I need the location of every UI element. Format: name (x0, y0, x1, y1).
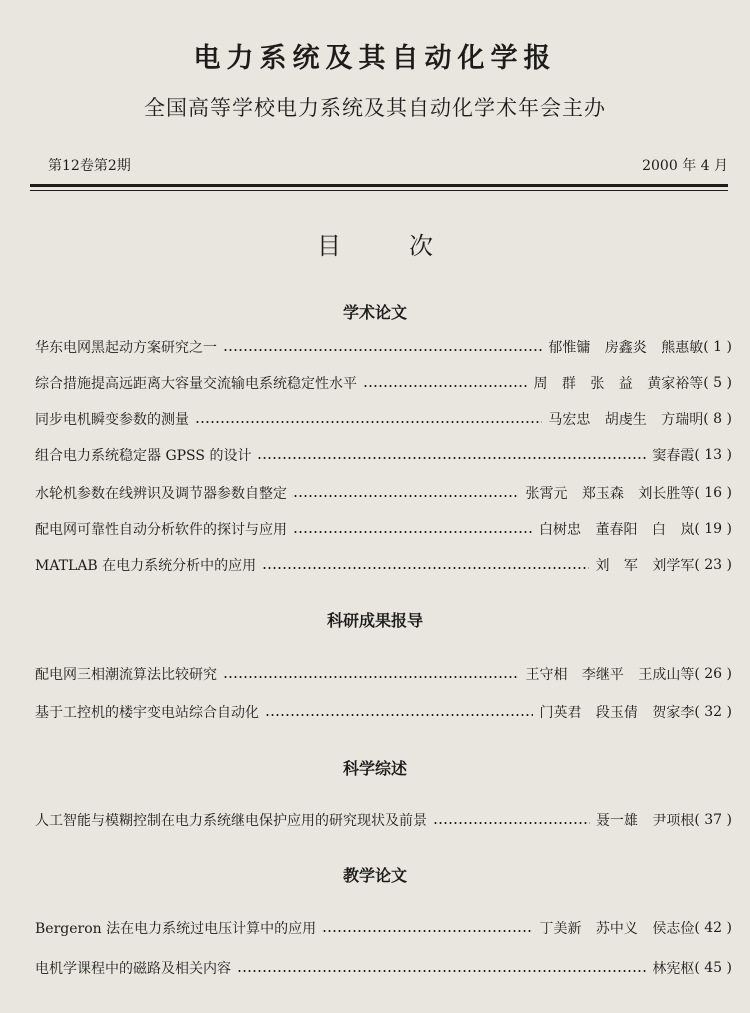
leader-dots (322, 930, 533, 932)
toc-entry[interactable] (35, 809, 732, 831)
entry-title: 配电网可靠性自动分析软件的探讨与应用 (35, 522, 287, 538)
entry-page: ( 23 ) (694, 557, 732, 573)
entry-authors: 郁惟镛 房鑫炎 熊惠敏 (548, 340, 704, 356)
entry-title: MATLAB 在电力系统分析中的应用 (35, 558, 257, 574)
entry-title: 电机学课程中的磁路及相关内容 (35, 961, 231, 977)
toc-entry[interactable] (35, 444, 732, 466)
entry-page: ( 16 ) (694, 485, 732, 501)
entry-authors: 张霄元 郑玉森 刘长胜等 (525, 486, 695, 502)
entry-authors: 王守相 李继平 王成山等 (525, 667, 695, 683)
entry-page: ( 37 ) (694, 812, 732, 828)
leader-dots (433, 822, 590, 824)
header-divider-thick (30, 184, 728, 187)
entry-page: ( 13 ) (694, 447, 732, 463)
toc-entry[interactable] (35, 957, 732, 979)
header-divider-thin (30, 190, 728, 191)
entry-authors: 周 群 张 益 黄家裕等 (533, 376, 704, 392)
entry-title: 华东电网黑起动方案研究之一 (35, 340, 217, 356)
toc-entry[interactable] (35, 701, 732, 723)
toc-entry[interactable] (35, 917, 732, 939)
leader-dots (363, 385, 527, 387)
toc-entry[interactable] (35, 663, 732, 685)
entry-authors: 聂一雄 尹项根 (595, 813, 695, 829)
leader-dots (223, 349, 542, 351)
entry-page: ( 8 ) (703, 411, 732, 427)
entry-authors: 门英君 段玉倩 贺家李 (539, 705, 695, 721)
leader-dots (293, 531, 533, 533)
section-title: 教学论文 (342, 866, 407, 885)
leader-dots (195, 421, 542, 423)
toc-entry[interactable] (35, 554, 732, 576)
toc-heading: 目 次 (317, 232, 433, 260)
leader-dots (265, 714, 533, 716)
entry-page: ( 19 ) (694, 521, 732, 537)
entry-authors: 白树忠 董春阳 白 岚 (539, 522, 695, 538)
section-title: 学术论文 (342, 303, 407, 322)
entry-authors: 窦春霞 (652, 448, 695, 464)
entry-authors: 刘 军 刘学军 (595, 558, 695, 574)
entry-page: ( 45 ) (694, 960, 732, 976)
entry-authors: 丁美新 苏中义 侯志俭 (539, 921, 695, 937)
issue-number: 第12卷第2期 (48, 158, 131, 174)
section-title: 科学综述 (342, 759, 407, 778)
entry-title: 配电网三相潮流算法比较研究 (35, 667, 217, 683)
journal-title: 电力系统及其自动化学报 (193, 43, 557, 74)
entry-page: ( 1 ) (703, 339, 732, 355)
leader-dots (223, 676, 519, 678)
entry-title: 综合措施提高远距离大容量交流输电系统稳定性水平 (35, 376, 357, 392)
entry-title: 人工智能与模糊控制在电力系统继电保护应用的研究现状及前景 (35, 813, 427, 829)
toc-entry[interactable] (35, 482, 732, 504)
issue-date: 2000 年 4 月 (642, 158, 728, 174)
entry-page: ( 5 ) (703, 375, 732, 391)
section-title: 科研成果报导 (326, 611, 423, 630)
entry-page: ( 42 ) (694, 920, 732, 936)
entry-authors: 马宏忠 胡虔生 方瑞明 (548, 412, 704, 428)
leader-dots (293, 495, 519, 497)
entry-title: 同步电机瞬变参数的测量 (35, 412, 189, 428)
toc-entry[interactable] (35, 518, 732, 540)
entry-page: ( 26 ) (694, 666, 732, 682)
leader-dots (257, 457, 646, 459)
toc-entry[interactable] (35, 372, 732, 394)
leader-dots (262, 567, 589, 569)
entry-authors: 林宪枢 (652, 961, 695, 977)
toc-entry[interactable] (35, 336, 732, 358)
entry-title: 组合电力系统稳定器 GPSS 的设计 (35, 448, 252, 464)
entry-title: 水轮机参数在线辨识及调节器参数自整定 (35, 486, 287, 502)
leader-dots (237, 970, 646, 972)
entry-page: ( 32 ) (694, 704, 732, 720)
entry-title: Bergeron 法在电力系统过电压计算中的应用 (35, 921, 317, 937)
journal-subtitle: 全国高等学校电力系统及其自动化学术年会主办 (144, 96, 606, 120)
toc-entry[interactable] (35, 408, 732, 430)
entry-title: 基于工控机的楼宇变电站综合自动化 (35, 705, 259, 721)
